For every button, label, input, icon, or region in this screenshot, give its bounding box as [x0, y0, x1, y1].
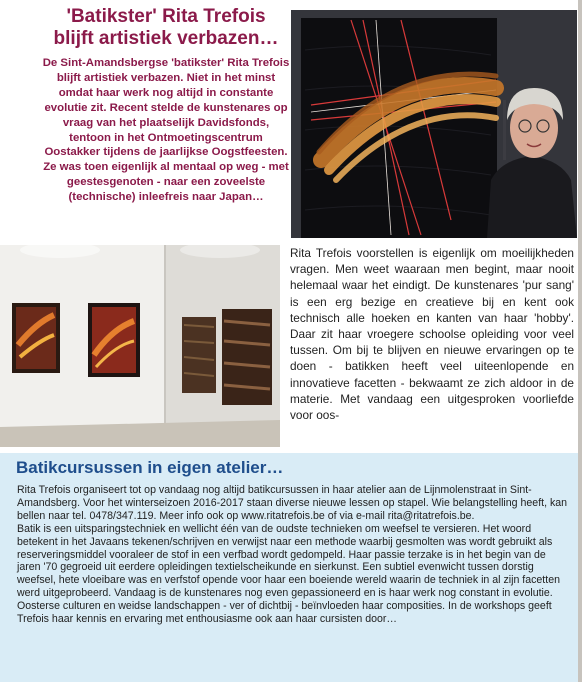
- info-box-title: Batikcursussen in eigen atelier…: [16, 458, 284, 477]
- artist-photo-illustration: [291, 10, 577, 238]
- info-box-paragraph-2: Batik is een uitsparingstechniek en wellicht één van de oudste technieken om weefsel te versieren. Het woord betekent in het Javaans tekenen/schrijven en verwijst naar een methode waarbij gesmolten was wordt gebruikt als reserveringsmiddel vooraleer de stof in een verfbad wordt gedompeld. Haar passie terzake is in het begin van de jaren '70 gegroeid uit eerdere opleidingen textielscheikunde en sierkunst. Een subtiel evenwicht tussen dorstig weefsel, hete vloeibare was en verfstof opende voor haar een boeiende wereld waarin de techniek in al zijn facetten werd uitgeprobeerd. Vandaag is de kunstenares nog even gepassioneerd en is haar werk nog constant in evolutie. Oosterse culturen en weidse landschappen - ver of dichtbij - beïnvloeden haar composities. In de workshops geeft Trefois haar kennis en ervaring met enthousiasme ook aan haar cursisten door…: [17, 522, 560, 626]
- page-edge: [578, 0, 582, 682]
- info-box-paragraph-1: Rita Trefois organiseert tot op vandaag nog altijd batikcursussen in haar atelier aan de Lijnmolenstraat in Sint-Amandsberg. Voor het winterseizoen 2016-2017 staan diverse nieuwe lessen op stapel. Wie belangstelling heeft, kan bellen naar tel. 0478/347.119. Meer info ook op www.ritatrefois.be of via e-mail rita@ritatrefois.be.: [17, 484, 568, 522]
- headline-line-1: 'Batikster' Rita Trefois: [66, 6, 266, 27]
- article-headline: [40, 6, 292, 50]
- article-lead: De Sint-Amandsbergse 'batikster' Rita Trefois blijft artistiek verbazen. Niet in het minst omdat haar werk nog altijd in constante evolutie zit. Recent stelde de kunstenares op vraag van het plaatselijk Davidsfonds, tentoon in het Ontmoetingscentrum Oostakker tijdens de jaarlijkse Oogstfeesten. Ze was toen eigenlijk al mentaal op weg - met geestesgenoten - naar een zoveelste (technische) inleefreis naar Japan…: [42, 57, 290, 204]
- info-box-body: [17, 484, 571, 626]
- article-body: Rita Trefois voorstellen is eigenlijk om moeilijkheden vragen. Men weet waaraan men begint, maar nooit helemaal waar het eindigt. De kunstenares 'pur sang' is een erg bezige en creatieve bij en kent ook technisch alle hoeken en kanten van haar 'hobby'. Daar zit haar vroegere schoolse opleiding voor veel tussen. Om bij te blijven en nieuwe ervaringen op te doen - batikken heeft veel uiteenlopende en innovatieve facetten - bekwaamt ze zich aldoor in de materie. Met vandaag een uitgesproken voorliefde voor oos-: [290, 246, 574, 423]
- artist-photo: [291, 10, 577, 238]
- headline-line-2: blijft artistiek verbazen…: [53, 28, 279, 49]
- exhibition-photo: [0, 245, 280, 447]
- exhibition-photo-illustration: [0, 245, 280, 447]
